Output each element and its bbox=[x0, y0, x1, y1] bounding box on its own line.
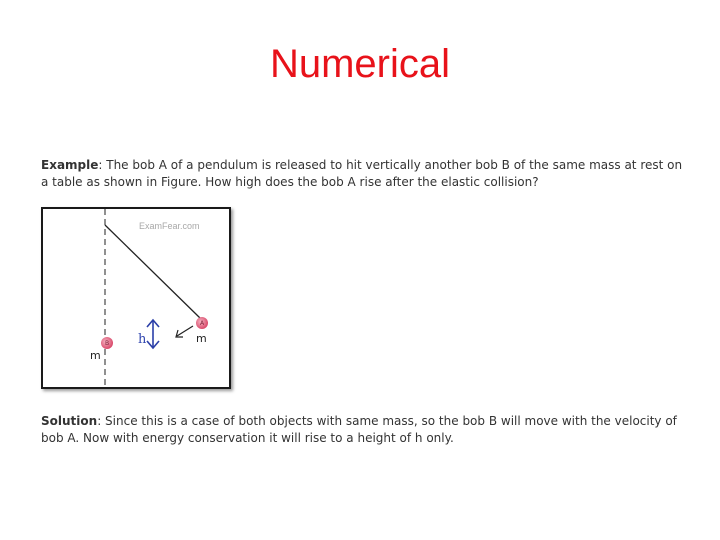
mass-label-a: m bbox=[196, 332, 207, 345]
example-text: : The bob A of a pendulum is released to hit vertically another bob B of the same mass at rest on a table as shown in Figure. How high does the bob A rise after the elastic collision? bbox=[41, 158, 683, 189]
mass-label-b: m bbox=[90, 349, 101, 362]
pendulum-string bbox=[105, 225, 200, 318]
pendulum-figure bbox=[41, 207, 231, 389]
direction-arrow-icon bbox=[176, 326, 193, 337]
solution-label: Solution bbox=[41, 414, 98, 428]
watermark-text: ExamFear.com bbox=[139, 221, 200, 231]
solution-text: : Since this is a case of both objects with same mass, so the bob B will move with the velocity of bob A. Now with energy conservation it will rise to a height of h only. bbox=[41, 414, 677, 445]
slide-title: Numerical bbox=[269, 42, 451, 86]
height-arrow-icon bbox=[147, 320, 159, 348]
height-label: h bbox=[138, 332, 147, 347]
example-label: Example bbox=[41, 158, 99, 172]
example-paragraph bbox=[41, 157, 691, 191]
pendulum-diagram bbox=[43, 209, 229, 387]
solution-paragraph bbox=[41, 413, 691, 447]
bob-b-label: B bbox=[104, 340, 110, 347]
bob-a-label: A bbox=[199, 320, 205, 327]
